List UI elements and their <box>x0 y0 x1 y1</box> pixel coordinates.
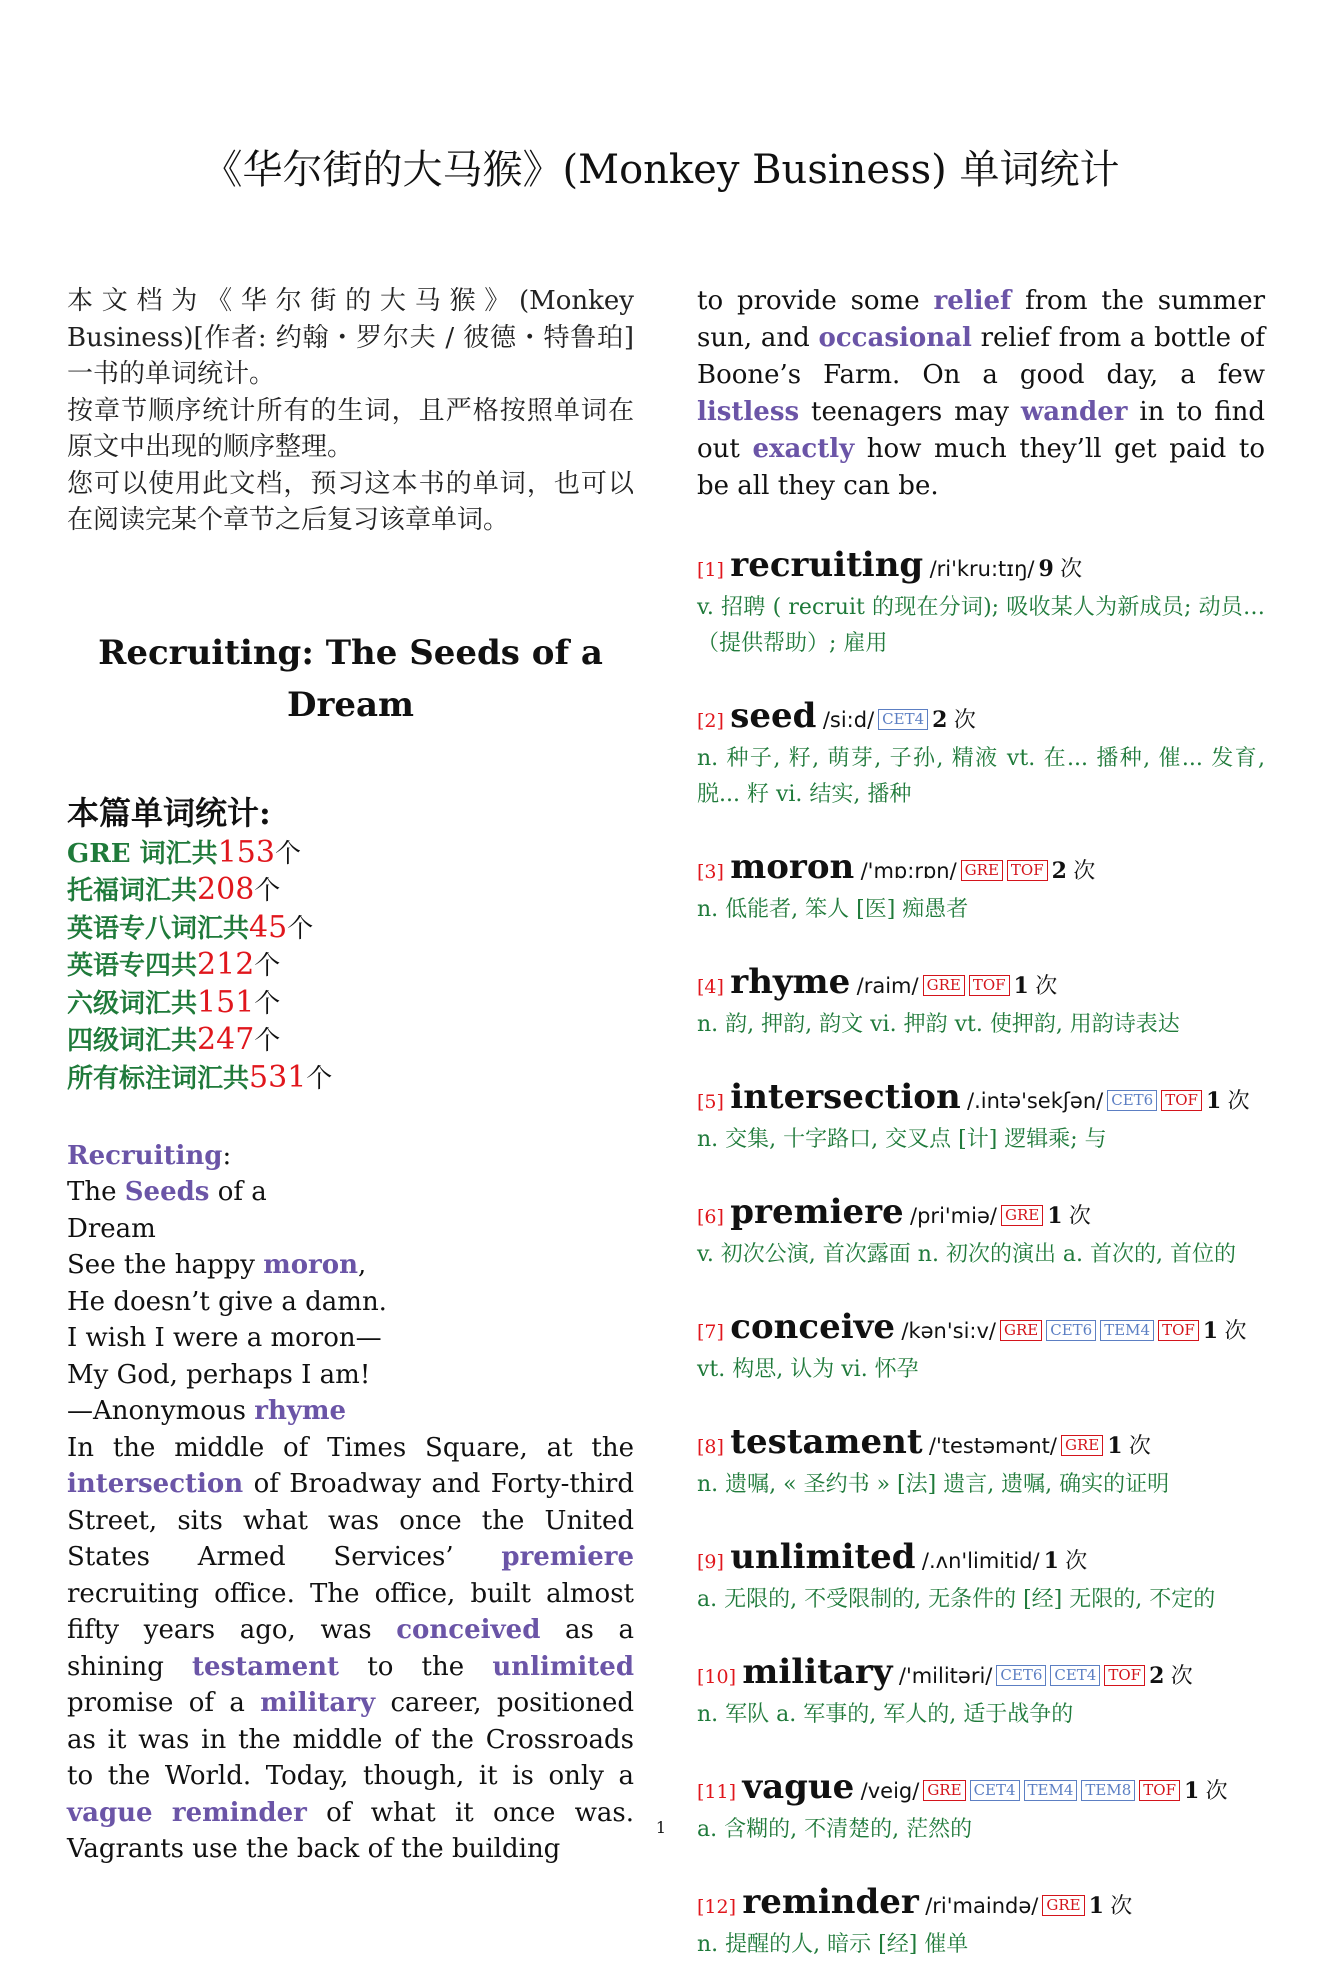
entry-count: 1 <box>1183 1778 1200 1804</box>
stat-unit: 个 <box>254 876 281 907</box>
word-entry <box>697 1537 1265 1618</box>
count-unit: 次 <box>1224 1319 1247 1344</box>
entry-header <box>697 696 1265 741</box>
entry-pronunciation: /kən'si:v/ <box>901 1319 996 1343</box>
level-tag: GRE <box>961 860 1003 881</box>
vocab-word: conceived <box>396 1615 541 1646</box>
level-tag: TOF <box>1007 860 1048 881</box>
count-unit: 次 <box>1227 1089 1250 1114</box>
entry-pronunciation: /si:d/ <box>822 708 875 732</box>
passage-paragraph <box>67 1430 634 1868</box>
stat-label: 英语专八词汇共 <box>67 913 250 944</box>
passage-text: of Broadway and Forty-third Street, sits what was once the United States Armed Services’ <box>67 1469 634 1573</box>
stat-label: 四级词汇共 <box>67 1026 198 1057</box>
stat-row <box>67 835 634 873</box>
entry-pronunciation: /raim/ <box>856 974 919 998</box>
entry-header <box>697 847 1265 892</box>
entry-count: 1 <box>1047 1203 1063 1229</box>
stat-row <box>67 872 634 910</box>
passage-text: My God, perhaps I am! <box>67 1359 371 1390</box>
entry-pronunciation: /veig/ <box>860 1779 920 1803</box>
level-tag: TOF <box>1161 1090 1202 1111</box>
entry-header <box>697 1537 1265 1582</box>
level-tag: CET4 <box>1050 1665 1100 1686</box>
word-entry <box>697 1192 1265 1273</box>
vocab-word: listless <box>697 397 800 427</box>
stat-label: 英语专四共 <box>67 951 198 982</box>
passage-text: Dream <box>67 1213 156 1244</box>
word-entry <box>697 1882 1265 1963</box>
count-unit: 次 <box>1068 1204 1091 1229</box>
stat-value: 45 <box>249 909 288 945</box>
entry-index: [4] <box>697 976 724 998</box>
level-tag: TOF <box>969 975 1010 996</box>
entry-index: [8] <box>697 1436 724 1458</box>
vocab-word: intersection <box>67 1469 244 1500</box>
entry-count: 1 <box>1013 973 1029 999</box>
level-tag: TOF <box>1158 1320 1199 1341</box>
stat-unit: 个 <box>287 913 314 944</box>
level-tag: CET6 <box>1046 1320 1096 1341</box>
level-tag: GRE <box>1061 1435 1103 1456</box>
entry-count: 2 <box>1051 858 1067 884</box>
count-unit: 次 <box>1060 557 1083 582</box>
entry-index: [2] <box>697 710 724 732</box>
entry-index: [10] <box>697 1666 737 1688</box>
stat-row <box>67 910 634 948</box>
level-tag: TEM8 <box>1081 1780 1135 1801</box>
entry-count: 1 <box>1043 1548 1059 1574</box>
stats-heading: 本篇单词统计: <box>67 793 271 832</box>
passage-text: relief from a bottle of Boone’s Farm. On a good day, a few <box>697 323 1266 390</box>
vocab-word: premiere <box>501 1542 634 1573</box>
right-column <box>697 283 1265 1963</box>
entry-pronunciation: /'mɒ:rɒn/ <box>860 859 957 883</box>
count-unit: 次 <box>1073 859 1096 884</box>
level-tag: CET4 <box>970 1780 1020 1801</box>
entry-definition: vt. 构思, 认为 vi. 怀孕 <box>697 1357 919 1382</box>
stat-unit: 个 <box>306 1064 333 1095</box>
passage-text: from the summer sun, and <box>697 286 1266 353</box>
entry-index: [12] <box>697 1896 737 1918</box>
vocab-word: vague <box>67 1797 153 1828</box>
right-passage <box>697 283 1265 505</box>
stat-label: 所有标注词汇共 <box>67 1064 250 1095</box>
entry-word: recruiting <box>730 545 924 585</box>
level-tag: TEM4 <box>1100 1320 1154 1341</box>
intro <box>67 283 634 539</box>
stat-value: 212 <box>197 947 255 983</box>
section-title: Recruiting: The Seeds of a Dream <box>98 632 603 725</box>
count-unit: 次 <box>1035 974 1058 999</box>
entry-index: [6] <box>697 1206 724 1228</box>
vocab-word: Recruiting <box>67 1140 223 1171</box>
level-tag: GRE <box>923 1780 965 1801</box>
intro-paragraph: 您可以使用此文档，预习这本书的单词，也可以在阅读完某个章节之后复习该章单词。 <box>67 468 634 535</box>
passage-text: in to find out <box>697 397 1266 464</box>
passage-text: He doesn’t give a damn. <box>67 1286 387 1317</box>
entry-word: reminder <box>742 1882 919 1922</box>
stat-label: 托福词汇共 <box>67 876 198 907</box>
level-tag: TOF <box>1104 1665 1145 1686</box>
passage-paragraph <box>697 283 1265 505</box>
vocab-word: occasional <box>818 323 972 353</box>
entry-header <box>697 962 1265 1007</box>
entry-count: 1 <box>1088 1893 1104 1919</box>
stat-row <box>67 1060 634 1098</box>
page-number: 1 <box>655 1818 667 1837</box>
entry-index: [11] <box>697 1781 737 1803</box>
passage-text: career, positioned as it was in the middle of the Crossroads to the World. Today, though, it is only a <box>67 1688 635 1792</box>
vocab-word: unlimited <box>492 1651 634 1682</box>
entry-word: moron <box>730 847 855 887</box>
entry-word: military <box>742 1652 893 1692</box>
word-entry <box>697 545 1265 662</box>
entry-index: [9] <box>697 1551 724 1573</box>
entry-definition: a. 含糊的, 不清楚的, 茫然的 <box>697 1817 973 1842</box>
word-entry <box>697 1652 1265 1733</box>
passage-text: promise of a <box>67 1688 245 1719</box>
passage-text: how much they’ll get paid to be all they can be. <box>697 434 1266 501</box>
passage-text: See the happy <box>67 1250 255 1281</box>
entry-pronunciation: /pri'miə/ <box>910 1204 997 1228</box>
entry-count: 2 <box>932 707 948 733</box>
word-entry <box>697 1307 1265 1388</box>
word-entry <box>697 847 1265 928</box>
level-tag: CET6 <box>1107 1090 1157 1111</box>
level-tag: GRE <box>1042 1895 1084 1916</box>
count-unit: 次 <box>1205 1779 1228 1804</box>
count-unit: 次 <box>953 708 976 733</box>
entry-header <box>697 1882 1265 1927</box>
level-tag: TOF <box>1139 1780 1180 1801</box>
level-tag: CET4 <box>878 709 928 730</box>
entry-definition: n. 种子, 籽, 萌芽, 子孙, 精液 vt. 在... 播种, 催... 发育, 脱... 籽 vi. 结实, 播种 <box>697 746 1265 807</box>
entry-definition: v. 招聘 ( recruit 的现在分词); 吸收某人为新成员; 动员…（提供帮助）; 雇用 <box>697 595 1265 656</box>
count-unit: 次 <box>1170 1664 1193 1689</box>
entry-word: seed <box>730 696 817 736</box>
word-entry <box>697 1077 1265 1158</box>
entry-definition: a. 无限的, 不受限制的, 无条件的 [经] 无限的, 不定的 <box>697 1587 1216 1612</box>
entry-header <box>697 1077 1265 1122</box>
entry-header <box>697 545 1265 590</box>
entry-header <box>697 1192 1265 1237</box>
stat-unit: 个 <box>274 838 301 869</box>
entry-definition: n. 交集, 十字路口, 交叉点 [计] 逻辑乘; 与 <box>697 1127 1107 1152</box>
vocab-word: reminder <box>171 1797 307 1828</box>
entry-word: premiere <box>730 1192 904 1232</box>
passage-text: In the middle of Times Square, at the <box>67 1432 634 1463</box>
entry-word: rhyme <box>730 962 851 1002</box>
passage-text: to provide some <box>697 286 920 316</box>
stat-unit: 个 <box>254 1026 281 1057</box>
entry-definition: n. 遗嘱, « 圣约书 » [法] 遗言, 遗嘱, 确实的证明 <box>697 1472 1170 1497</box>
stat-value: 151 <box>197 984 255 1020</box>
passage-text: The <box>67 1177 117 1208</box>
entry-definition: n. 军队 a. 军事的, 军人的, 适于战争的 <box>697 1702 1074 1727</box>
stat-row <box>67 985 634 1023</box>
entry-count: 2 <box>1149 1663 1165 1689</box>
left-column <box>67 283 634 1868</box>
entry-index: [5] <box>697 1091 724 1113</box>
vocab-word: military <box>260 1688 376 1719</box>
passage-text: teenagers may <box>811 397 1009 427</box>
passage-text: of what it once was. Vagrants use the back of the building <box>67 1797 635 1865</box>
entry-definition: n. 韵, 押韵, 韵文 vi. 押韵 vt. 使押韵, 用韵诗表达 <box>697 1012 1180 1037</box>
word-entry <box>697 696 1265 813</box>
word-entries <box>697 545 1265 1963</box>
stats-list <box>67 835 634 1098</box>
count-unit: 次 <box>1110 1894 1133 1919</box>
level-tag: GRE <box>1001 1205 1043 1226</box>
entry-pronunciation: /ri'maində/ <box>925 1894 1039 1918</box>
count-unit: 次 <box>1065 1549 1088 1574</box>
entry-pronunciation: /.ʌn'limitid/ <box>921 1549 1040 1573</box>
entry-word: testament <box>730 1422 923 1462</box>
level-tag: TEM4 <box>1024 1780 1078 1801</box>
vocab-word: wander <box>1020 397 1128 427</box>
passage-text: as a shining <box>67 1615 635 1682</box>
passage-text: —Anonymous <box>67 1396 247 1427</box>
passage-text: to the <box>367 1651 465 1682</box>
passage-text: , <box>357 1250 367 1281</box>
stat-label: GRE 词汇共 <box>67 838 218 869</box>
entry-pronunciation: /'testəmənt/ <box>928 1434 1057 1458</box>
entry-index: [7] <box>697 1321 724 1343</box>
passage <box>67 1138 634 1868</box>
entry-header <box>697 1422 1265 1467</box>
entry-count: 1 <box>1202 1318 1219 1344</box>
entry-count: 9 <box>1038 556 1054 582</box>
entry-word: intersection <box>730 1077 961 1117</box>
word-entry <box>697 962 1265 1043</box>
entry-pronunciation: /'militəri/ <box>898 1664 993 1688</box>
vocab-word: moron <box>263 1250 358 1281</box>
vocab-word: relief <box>933 286 1012 316</box>
vocab-word: Seeds <box>124 1177 210 1208</box>
entry-word: conceive <box>730 1307 896 1347</box>
stat-value: 208 <box>197 872 255 908</box>
passage-text: I wish I were a moron— <box>67 1323 382 1354</box>
entry-word: vague <box>742 1767 855 1807</box>
passage-text: of a <box>217 1177 267 1208</box>
word-entry <box>697 1422 1265 1503</box>
entry-index: [3] <box>697 861 724 883</box>
level-tag: GRE <box>923 975 965 996</box>
stat-value: 153 <box>217 834 275 870</box>
entry-definition: n. 低能者, 笨人 [医] 痴愚者 <box>697 897 969 922</box>
stat-label: 六级词汇共 <box>67 988 198 1019</box>
entry-count: 1 <box>1205 1088 1222 1114</box>
passage-text: : <box>222 1140 232 1171</box>
entry-index: [1] <box>697 559 724 581</box>
entry-pronunciation: /ri'kru:tɪŋ/ <box>929 557 1035 581</box>
vocab-word: testament <box>192 1651 340 1682</box>
passage-text: recruiting office. The office, built almost fifty years ago, was <box>67 1578 634 1646</box>
intro-paragraph: 本文档为《华尔街的大马猴》(Monkey Business)[作者: 约翰・罗尔夫 / 彼德・特鲁珀] 一书的单词统计。 <box>67 286 634 389</box>
stat-value: 531 <box>249 1060 307 1096</box>
page-title: 《华尔街的大马猴》(Monkey Business) 单词统计 <box>202 147 1120 193</box>
stat-row <box>67 947 634 985</box>
entry-header <box>697 1307 1265 1352</box>
stat-row <box>67 1022 634 1060</box>
level-tag: GRE <box>1000 1320 1042 1341</box>
count-unit: 次 <box>1128 1434 1151 1459</box>
stat-unit: 个 <box>254 951 281 982</box>
entry-definition: v. 初次公演, 首次露面 n. 初次的演出 a. 首次的, 首位的 <box>697 1242 1237 1267</box>
stat-value: 247 <box>197 1022 255 1058</box>
vocab-word: rhyme <box>254 1396 347 1427</box>
stat-unit: 个 <box>254 988 281 1019</box>
entry-count: 1 <box>1107 1433 1123 1459</box>
entry-header <box>697 1767 1265 1812</box>
entry-word: unlimited <box>730 1537 916 1577</box>
entry-header <box>697 1652 1265 1697</box>
entry-pronunciation: /.intə'sekʃən/ <box>967 1089 1104 1113</box>
entry-definition: n. 提醒的人, 暗示 [经] 催单 <box>697 1932 969 1957</box>
level-tag: CET6 <box>996 1665 1046 1686</box>
vocab-word: exactly <box>752 434 855 464</box>
intro-paragraph: 按章节顺序统计所有的生词，且严格按照单词在原文中出现的顺序整理。 <box>67 395 634 462</box>
